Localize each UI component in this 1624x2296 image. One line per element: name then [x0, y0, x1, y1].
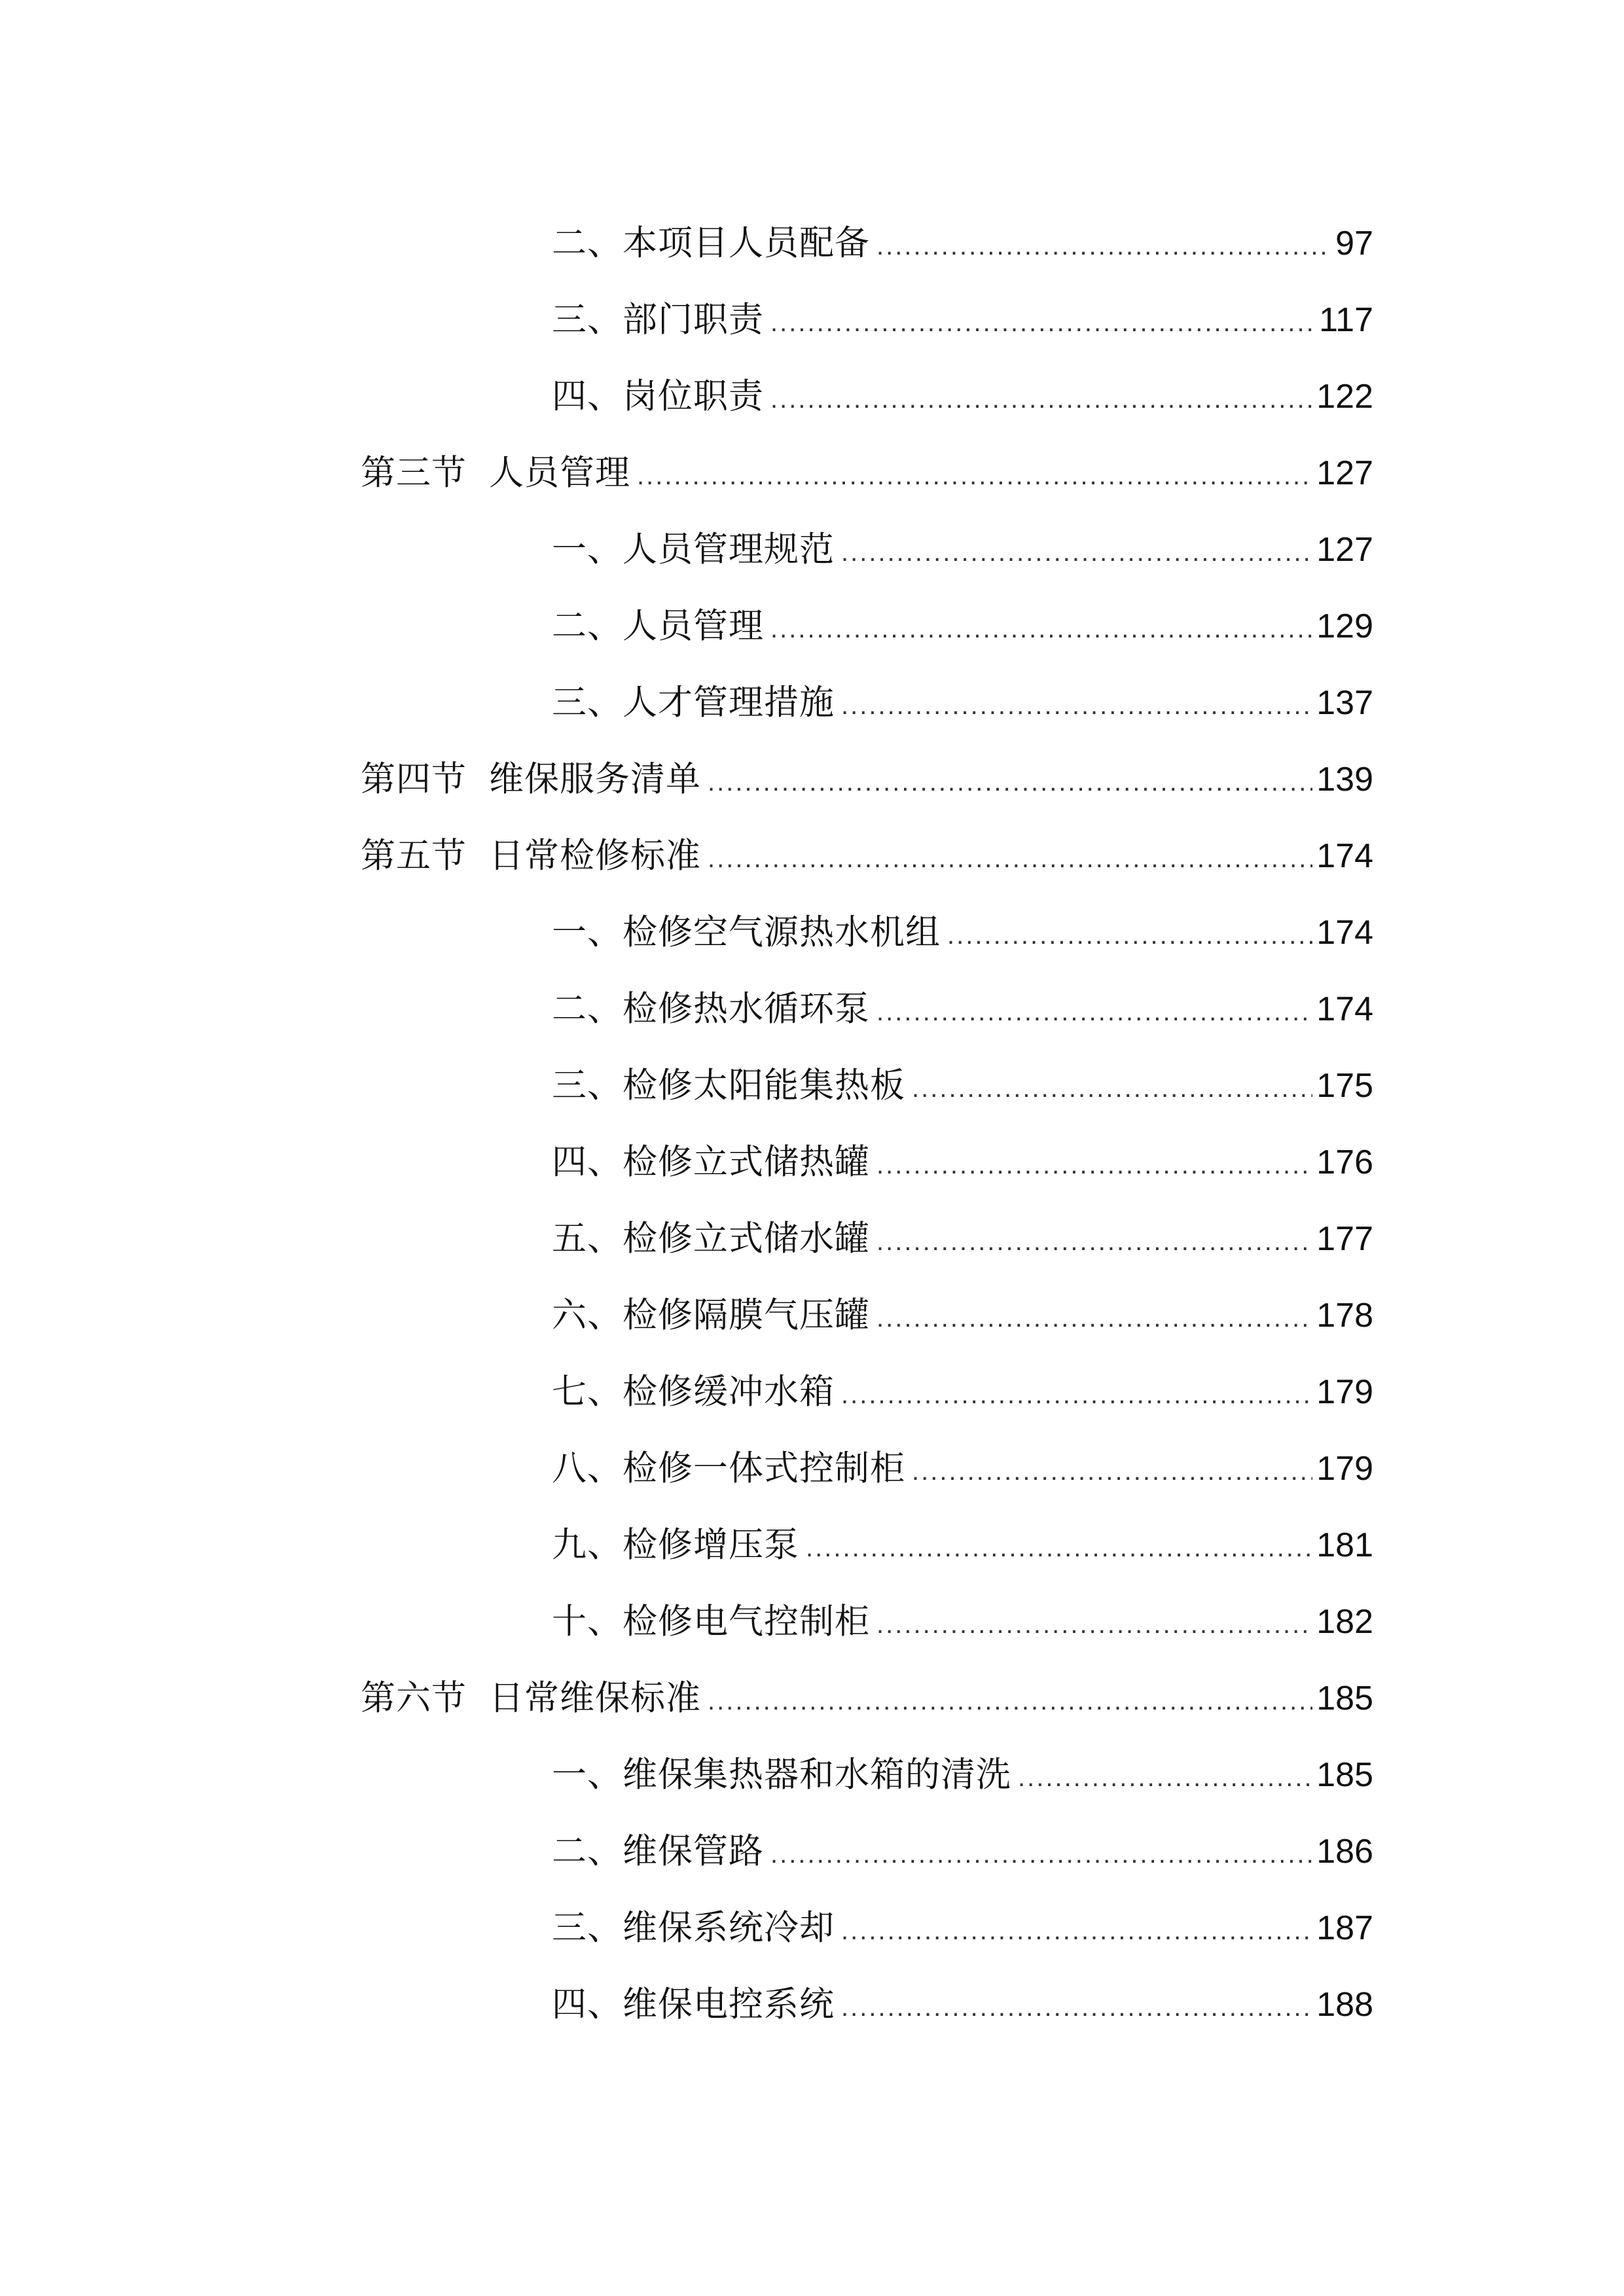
dot-leader — [1018, 1751, 1312, 1804]
toc-entry[interactable] — [552, 1213, 1373, 1265]
toc-entry[interactable] — [552, 1136, 1373, 1189]
toc-entry-label — [361, 1672, 708, 1725]
dot-leader — [806, 1522, 1312, 1574]
toc-entry-page: 188 — [1316, 1986, 1373, 2024]
toc-entry[interactable] — [552, 370, 1373, 423]
dot-leader — [770, 373, 1312, 425]
toc-entry-label — [361, 830, 708, 882]
toc-entry-page: 129 — [1316, 607, 1373, 645]
toc-section-entry[interactable] — [361, 447, 1373, 499]
toc-entry[interactable] — [552, 906, 1373, 959]
toc-section-entry[interactable] — [361, 1672, 1373, 1725]
toc-entry-page: 117 — [1319, 301, 1373, 339]
toc-entry-page: 174 — [1316, 837, 1373, 875]
toc-entry-page: 185 — [1316, 1679, 1373, 1717]
toc-entry[interactable] — [552, 1443, 1373, 1495]
dot-leader — [770, 603, 1312, 655]
dot-leader — [876, 220, 1331, 272]
dot-leader — [770, 296, 1315, 349]
dot-leader — [841, 1369, 1312, 1421]
dot-leader — [708, 1675, 1312, 1727]
toc-entry-page: 137 — [1316, 684, 1373, 722]
dot-leader — [876, 1292, 1312, 1344]
toc-section-number: 第三节 — [361, 453, 467, 493]
dot-leader — [841, 1905, 1312, 1957]
toc-section-number: 第四节 — [361, 759, 467, 799]
toc-entry-title: 三、部门职责 — [552, 300, 764, 340]
toc-entry-title: 人员管理 — [489, 453, 630, 493]
toc-entry-title: 三、检修太阳能集热板 — [552, 1066, 905, 1105]
toc-entry-title: 三、维保系统冷却 — [552, 1908, 835, 1948]
toc-entry-title: 日常维保标准 — [489, 1678, 701, 1718]
toc-entry[interactable] — [552, 294, 1373, 346]
dot-leader — [841, 679, 1312, 732]
toc-entry[interactable] — [552, 217, 1373, 270]
dot-leader — [708, 833, 1312, 885]
dot-leader — [841, 1981, 1312, 2034]
toc-entry-title: 二、本项目人员配备 — [552, 223, 870, 263]
dot-leader — [876, 986, 1312, 1038]
toc-entry[interactable] — [552, 1366, 1373, 1418]
toc-entry[interactable] — [552, 1060, 1373, 1112]
dot-leader — [947, 909, 1312, 961]
toc-entry-title: 维保服务清单 — [489, 759, 701, 799]
toc-entry-page: 97 — [1335, 224, 1373, 262]
toc-entry-title: 九、检修增压泵 — [552, 1525, 799, 1565]
toc-entry-title: 一、维保集热器和水箱的清洗 — [552, 1755, 1011, 1795]
toc-entry-page: 175 — [1316, 1067, 1373, 1105]
toc-entry-page: 174 — [1316, 990, 1373, 1028]
toc-entry-label — [361, 447, 637, 499]
toc-entry-title: 四、检修立式储热罐 — [552, 1142, 870, 1182]
toc-entry[interactable] — [552, 1289, 1373, 1342]
toc-section-entry[interactable] — [361, 830, 1373, 882]
toc-entry-title: 一、人员管理规范 — [552, 529, 835, 569]
toc-entry[interactable] — [552, 1902, 1373, 1954]
dot-leader — [770, 1828, 1312, 1880]
dot-leader — [912, 1445, 1312, 1498]
toc-entry[interactable] — [552, 1596, 1373, 1648]
toc-section-entry[interactable] — [361, 753, 1373, 806]
toc-entry-title: 二、人员管理 — [552, 606, 764, 646]
toc-entry-title: 日常检修标准 — [489, 836, 701, 876]
toc-entry-title: 十、检修电气控制柜 — [552, 1602, 870, 1641]
toc-entry-title: 二、维保管路 — [552, 1831, 764, 1871]
toc-entry[interactable] — [552, 677, 1373, 729]
toc-entry-label — [361, 753, 708, 806]
toc-entry-page: 185 — [1316, 1756, 1373, 1794]
toc-entry-page: 127 — [1316, 454, 1373, 492]
toc-entry-title: 一、检修空气源热水机组 — [552, 912, 941, 952]
toc-entry[interactable] — [552, 1825, 1373, 1878]
toc-entry-page: 179 — [1316, 1373, 1373, 1411]
toc-entry-page: 139 — [1316, 761, 1373, 798]
toc-entry-page: 179 — [1316, 1450, 1373, 1488]
toc-entry[interactable] — [552, 1519, 1373, 1571]
toc-entry-title: 五、检修立式储水罐 — [552, 1219, 870, 1259]
toc-entry[interactable] — [552, 600, 1373, 653]
toc-entry-page: 177 — [1316, 1220, 1373, 1258]
dot-leader — [708, 756, 1312, 808]
toc-entry-title: 三、人才管理措施 — [552, 683, 835, 723]
toc-entry[interactable] — [552, 524, 1373, 576]
toc-section-number: 第六节 — [361, 1678, 467, 1718]
toc-entry[interactable] — [552, 1749, 1373, 1801]
toc-entry[interactable] — [552, 1979, 1373, 2031]
toc-entry-page: 176 — [1316, 1143, 1373, 1181]
toc-entry-page: 187 — [1316, 1909, 1373, 1947]
toc-entry-page: 186 — [1316, 1833, 1373, 1871]
toc-entry-title: 八、检修一体式控制柜 — [552, 1448, 905, 1488]
dot-leader — [637, 450, 1312, 502]
toc-entry-title: 六、检修隔膜气压罐 — [552, 1295, 870, 1335]
toc-entry-title: 四、维保电控系统 — [552, 1984, 835, 2024]
dot-leader — [876, 1139, 1312, 1191]
toc-section-number: 第五节 — [361, 836, 467, 876]
toc-entry[interactable] — [552, 983, 1373, 1035]
dot-leader — [876, 1598, 1312, 1651]
toc-entry-page: 174 — [1316, 914, 1373, 952]
dot-leader — [912, 1062, 1312, 1115]
toc-entry-page: 182 — [1316, 1603, 1373, 1641]
toc-entry-page: 181 — [1316, 1526, 1373, 1564]
dot-leader — [876, 1215, 1312, 1268]
toc-entry-title: 四、岗位职责 — [552, 376, 764, 416]
toc-entry-page: 178 — [1316, 1297, 1373, 1335]
toc-entry-title: 七、检修缓冲水箱 — [552, 1372, 835, 1412]
dot-leader — [841, 526, 1312, 579]
toc-entry-page: 122 — [1316, 378, 1373, 416]
toc-entry-page: 127 — [1316, 531, 1373, 569]
toc-entry-title: 二、检修热水循环泵 — [552, 989, 870, 1029]
